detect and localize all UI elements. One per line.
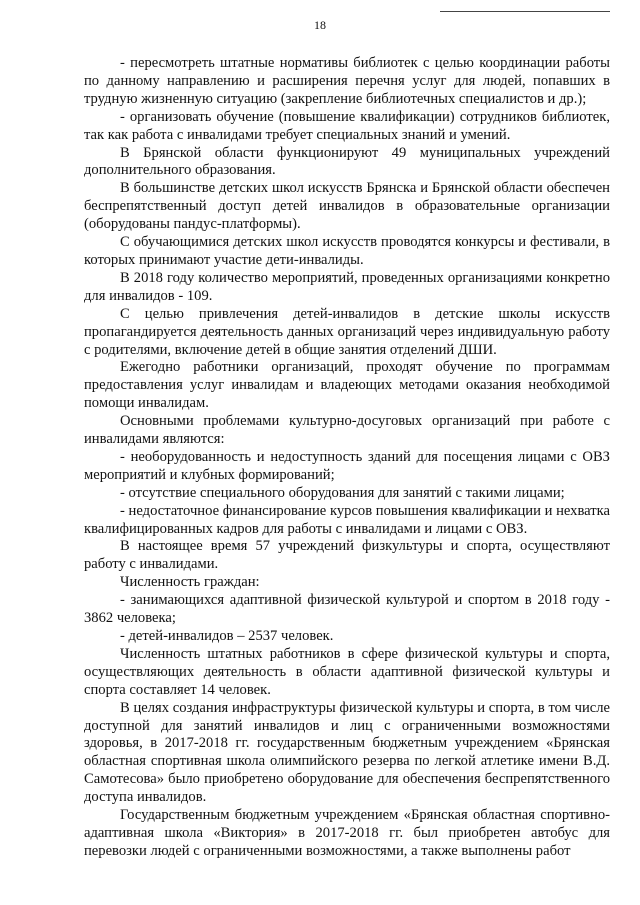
paragraph: - недостаточное финансирование курсов повышения квалификации и нехватка квалифицированных кадров для работы с инвалидами и лицами с ОВЗ. bbox=[84, 502, 610, 537]
paragraph: В большинстве детских школ искусств Брянска и Брянской области обеспечен беспрепятственный доступ детей инвалидов в образовательные организации (оборудованы пандус-платформы). bbox=[84, 180, 610, 233]
paragraph: - организовать обучение (повышение квалификации) сотрудников библиотек, так как работа с инвалидами требует специальных знаний и умений. bbox=[84, 108, 610, 143]
header-rule bbox=[440, 11, 610, 12]
paragraph: - необорудованность и недоступность зданий для посещения лицами с ОВЗ мероприятий и клубных формирований; bbox=[84, 448, 610, 483]
paragraph: В Брянской области функционируют 49 муниципальных учреждений дополнительного образования. bbox=[84, 144, 610, 179]
page-number: 18 bbox=[314, 18, 326, 32]
document-body bbox=[84, 55, 610, 861]
paragraph: - пересмотреть штатные нормативы библиотек с целью координации работы по данному направлению и расширения перечня услуг для людей, попавших в трудную жизненную ситуацию (закрепление библиотечных специалистов и др.); bbox=[84, 55, 610, 107]
paragraph: С целью привлечения детей-инвалидов в детские школы искусств пропагандируется деятельность данных организаций через индивидуальную работу с родителями, включение детей в общие занятия отделений ДШИ. bbox=[84, 305, 610, 358]
paragraph: Численность граждан: bbox=[120, 574, 260, 591]
paragraph: - отсутствие специального оборудования для занятий с такими лицами; bbox=[120, 484, 565, 501]
paragraph: В 2018 году количество мероприятий, проведенных организациями конкретно для инвалидов - 109. bbox=[84, 269, 610, 304]
paragraph: С обучающимися детских школ искусств проводятся конкурсы и фестивали, в которых принимают участие дети-инвалиды. bbox=[84, 234, 610, 268]
paragraph: Государственным бюджетным учреждением «Брянская областная спортивно-адаптивная школа «Виктория» в 2017-2018 гг. был приобретен автобус для перевозки людей с ограниченными возможностями, а также выполнены работ bbox=[84, 807, 610, 859]
paragraph: В настоящее время 57 учреждений физкультуры и спорта, осуществляют работу с инвалидами. bbox=[84, 538, 610, 573]
paragraph: Ежегодно работники организаций, проходят обучение по программам предоставления услуг инвалидам и владеющих методами оказания необходимой помощи инвалидам. bbox=[84, 359, 610, 412]
paragraph: В целях создания инфраструктуры физической культуры и спорта, в том числе доступной для занятий инвалидов и лиц с ограниченными возможностями здоровья, в 2017-2018 гг. государственным бюджетным учреждением «Брянская областная спортивная школа олимпийского резерва по легкой атлетике имени В.Д. Самотесова» было приобретено оборудование для обеспечения беспрепятственного доступа инвалидов. bbox=[84, 699, 610, 806]
paragraph: Численность штатных работников в сфере физической культуры и спорта, осуществляющих деятельность в области адаптивной физической культуры и спорта составляет 14 человек. bbox=[84, 645, 610, 698]
paragraph: - занимающихся адаптивной физической культурой и спортом в 2018 году - 3862 человека; bbox=[84, 592, 610, 627]
paragraph: Основными проблемами культурно-досуговых организаций при работе с инвалидами являются: bbox=[84, 413, 610, 448]
paragraph: - детей-инвалидов – 2537 человек. bbox=[120, 628, 334, 644]
